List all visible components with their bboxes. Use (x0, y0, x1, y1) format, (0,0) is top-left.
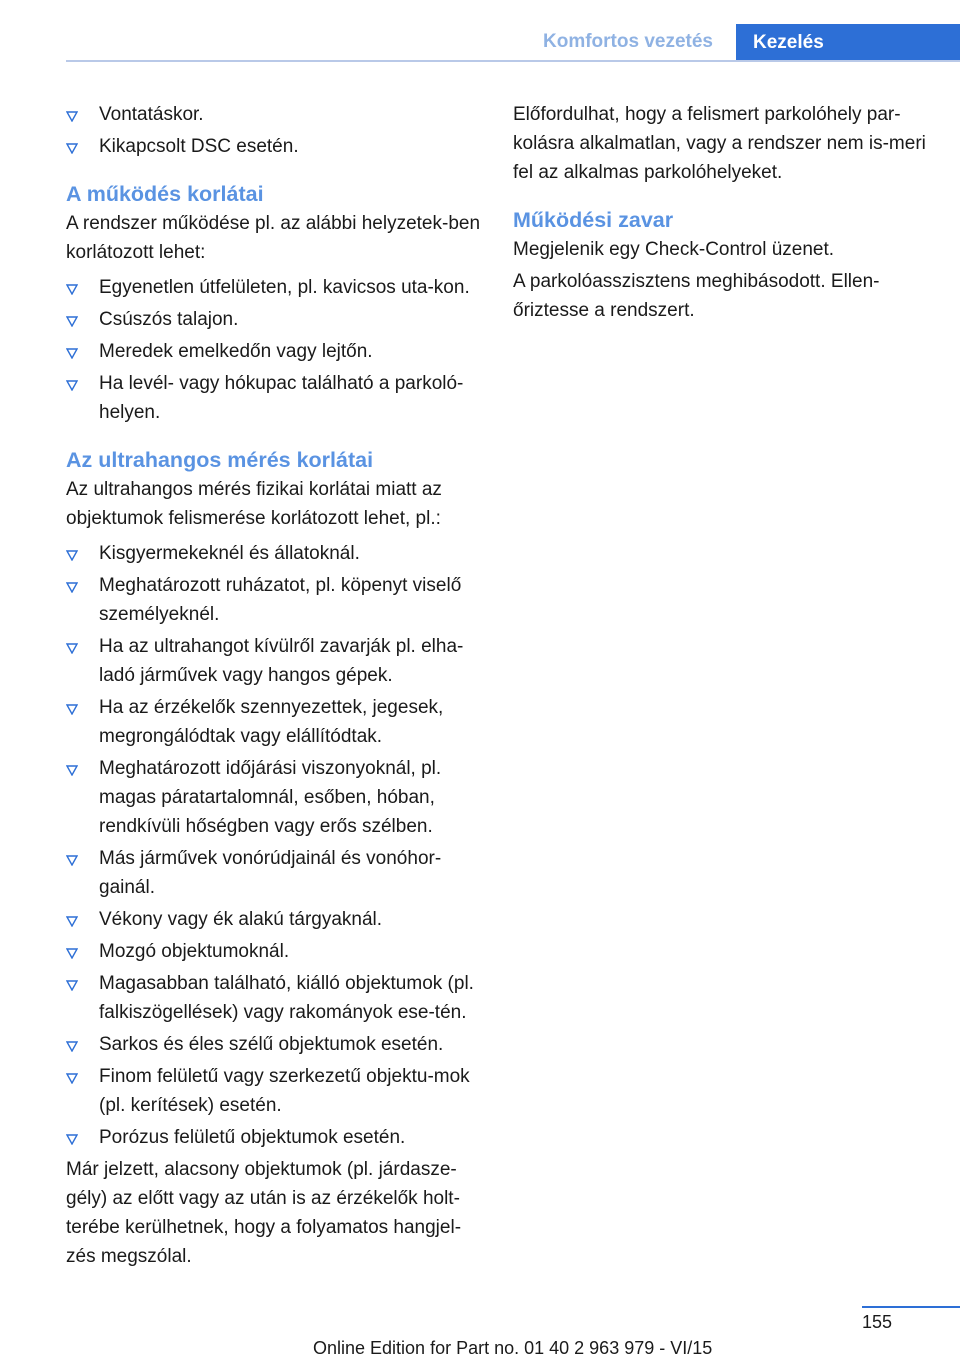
list-item: Meghatározott ruházatot, pl. köpenyt viselő személyeknél. (66, 571, 486, 629)
header-tab-label: Kezelés (736, 24, 960, 62)
list-item: Porózus felületű objektumok esetén. (66, 1123, 486, 1152)
ultrasonic-list (66, 539, 486, 1152)
triangle-bullet-icon (66, 273, 80, 302)
list-item: Ha levél- vagy hókupac található a parkoló-helyen. (66, 369, 486, 427)
triangle-bullet-icon (66, 905, 80, 934)
header-divider (66, 60, 960, 62)
triangle-bullet-icon (66, 305, 80, 334)
closing-paragraph: Már jelzett, alacsony objektumok (pl. járdasze-gély) az előtt vagy az után is az érzékelők holt-terébe kerülhetnek, hogy a folyamatos hangjel-zés megszólal. (66, 1159, 462, 1267)
list-item: Ha az érzékelők szennyezettek, jegesek, megrongálódtak vagy elállítódtak. (66, 693, 486, 751)
triangle-bullet-icon (66, 754, 80, 783)
triangle-bullet-icon (66, 1123, 80, 1152)
triangle-bullet-icon (66, 693, 80, 722)
ultrasonic-heading: Az ultrahangos mérés korlátai (66, 448, 374, 472)
edition-text: Online Edition for Part no. 01 40 2 963 979 - VI/15 (313, 1338, 713, 1358)
list-item: Meredek emelkedőn vagy lejtőn. (66, 337, 486, 366)
malfunction-heading: Működési zavar (513, 208, 674, 232)
triangle-bullet-icon (66, 1062, 80, 1091)
triangle-bullet-icon (66, 571, 80, 600)
list-item: Finom felületű vagy szerkezetű objektu-mok (pl. kerítések) esetén. (66, 1062, 486, 1120)
list-item: Egyenetlen útfelületen, pl. kavicsos uta-kon. (66, 273, 486, 302)
limits-intro: A rendszer működése pl. az alábbi helyzetek-ben korlátozott lehet: (66, 213, 481, 263)
triangle-bullet-icon (66, 937, 80, 966)
page-number: 155 (862, 1312, 893, 1332)
triangle-bullet-icon (66, 844, 80, 873)
list-item: Csúszós talajon. (66, 305, 486, 334)
footer-divider (862, 1306, 960, 1308)
triangle-bullet-icon (66, 369, 80, 398)
malfunction-paragraph-2: A parkolóasszisztens meghibásodott. Ellen-őriztesse a rendszert. (513, 271, 880, 321)
list-item: Sarkos és éles szélű objektumok esetén. (66, 1030, 486, 1059)
list-item: Kisgyermekeknél és állatoknál. (66, 539, 486, 568)
right-intro-paragraph: Előfordulhat, hogy a felismert parkolóhely par-kolásra alkalmatlan, vagy a rendszer nem is-meri fel az alkalmas parkolóhelyeket. (513, 104, 926, 183)
list-item: Vontatáskor. (66, 100, 486, 129)
triangle-bullet-icon (66, 100, 80, 129)
list-item: Magasabban található, kiálló objektumok (pl. falkiszögellések) vagy rakományok ese-tén. (66, 969, 486, 1027)
list-item: Kikapcsolt DSC esetén. (66, 132, 486, 161)
list-item: Meghatározott időjárási viszonyoknál, pl. magas páratartalomnál, esőben, hóban, rendkívüli hőségben vagy erős szélben. (66, 754, 486, 841)
list-item: Vékony vagy ék alakú tárgyaknál. (66, 905, 486, 934)
triangle-bullet-icon (66, 1030, 80, 1059)
triangle-bullet-icon (66, 969, 80, 998)
triangle-bullet-icon (66, 337, 80, 366)
triangle-bullet-icon (66, 132, 80, 161)
malfunction-paragraph-1: Megjelenik egy Check-Control üzenet. (513, 239, 835, 260)
limits-heading: A működés korlátai (66, 182, 264, 206)
list-item: Más járművek vonórúdjainál és vonóhor-gainál. (66, 844, 486, 902)
triangle-bullet-icon (66, 539, 80, 568)
left-column (66, 100, 486, 1271)
list-item: Mozgó objektumoknál. (66, 937, 486, 966)
triangle-bullet-icon (66, 632, 80, 661)
limits-list (66, 273, 486, 427)
top-list (66, 100, 486, 161)
ultrasonic-intro: Az ultrahangos mérés fizikai korlátai miatt az objektumok felismerése korlátozott lehet, pl.: (66, 479, 442, 529)
right-column (513, 100, 933, 328)
header-section-title: Komfortos vezetés (543, 31, 713, 52)
list-item: Ha az ultrahangot kívülről zavarják pl. elha-ladó járművek vagy hangos gépek. (66, 632, 486, 690)
